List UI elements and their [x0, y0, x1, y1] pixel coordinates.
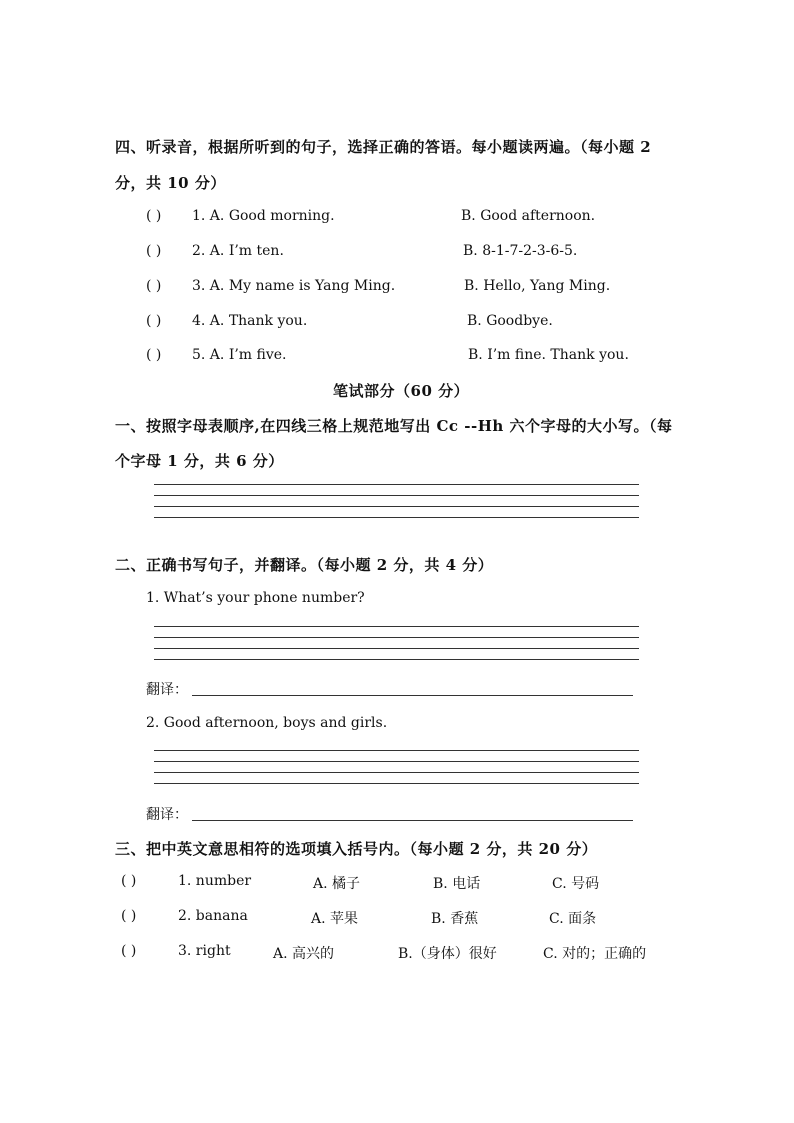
option-a: 2. A. I’m ten.	[192, 243, 284, 259]
answer-bracket[interactable]: ( )	[146, 278, 162, 294]
four-line-grid[interactable]	[154, 750, 639, 784]
option-b: B. I’m fine. Thank you.	[468, 347, 629, 363]
english-word: 3. right	[178, 943, 231, 959]
option-b: B. 香蕉	[431, 911, 479, 927]
answer-bracket[interactable]: ( )	[146, 347, 162, 363]
english-word: 2. banana	[178, 908, 248, 924]
written-part-title: 笔试部分（60 分）	[333, 382, 470, 400]
option-a: 1. A. Good morning.	[192, 208, 335, 224]
english-word: 1. number	[178, 873, 252, 889]
section2-heading: 二、正确书写句子，并翻译。（每小题 2 分，共 4 分）	[115, 556, 494, 574]
sentence-2: 2. Good afternoon, boys and girls.	[146, 715, 388, 731]
option-b: B. 电话	[433, 876, 481, 892]
option-c: C. 对的；正确的	[543, 946, 647, 962]
option-a: A. 高兴的	[273, 946, 335, 962]
option-a: 3. A. My name is Yang Ming.	[192, 278, 396, 294]
answer-bracket[interactable]: ( )	[146, 243, 162, 259]
option-b: B. Good afternoon.	[461, 208, 596, 224]
four-line-grid[interactable]	[154, 484, 639, 518]
section1-heading-line1: 一、按照字母表顺序,在四线三格上规范地写出 Cc --Hh 六个字母的大小写。（每	[115, 417, 673, 435]
answer-bracket[interactable]: ( )	[146, 313, 162, 329]
option-a: 5. A. I’m five.	[192, 347, 287, 363]
section3-heading: 三、把中英文意思相符的选项填入括号内。（每小题 2 分，共 20 分）	[115, 840, 598, 858]
option-b: B. Goodbye.	[467, 313, 553, 329]
option-c: C. 面条	[549, 911, 597, 927]
option-a: A. 橘子	[313, 876, 361, 892]
answer-bracket[interactable]: ( )	[146, 208, 162, 224]
answer-bracket[interactable]: ( )	[121, 873, 137, 889]
answer-bracket[interactable]: ( )	[121, 943, 137, 959]
option-c: C. 号码	[552, 876, 600, 892]
sentence-1: 1. What’s your phone number?	[146, 590, 365, 606]
section4-heading-line1: 四、听录音，根据所听到的句子，选择正确的答语。每小题读两遍。（每小题 2	[115, 138, 652, 156]
answer-bracket[interactable]: ( )	[121, 908, 137, 924]
translation-answer-line[interactable]	[192, 820, 633, 821]
option-b: B.（身体）很好	[398, 946, 497, 962]
translation-answer-line[interactable]	[192, 695, 633, 696]
translate-label: 翻译：	[146, 682, 188, 698]
option-a: 4. A. Thank you.	[192, 313, 308, 329]
four-line-grid[interactable]	[154, 626, 639, 660]
option-b: B. 8-1-7-2-3-6-5.	[463, 243, 578, 259]
section1-heading-line2: 个字母 1 分，共 6 分）	[115, 452, 284, 470]
option-a: A. 苹果	[311, 911, 359, 927]
translate-label: 翻译：	[146, 807, 188, 823]
section4-heading-line2: 分，共 10 分）	[115, 174, 226, 192]
option-b: B. Hello, Yang Ming.	[464, 278, 611, 294]
